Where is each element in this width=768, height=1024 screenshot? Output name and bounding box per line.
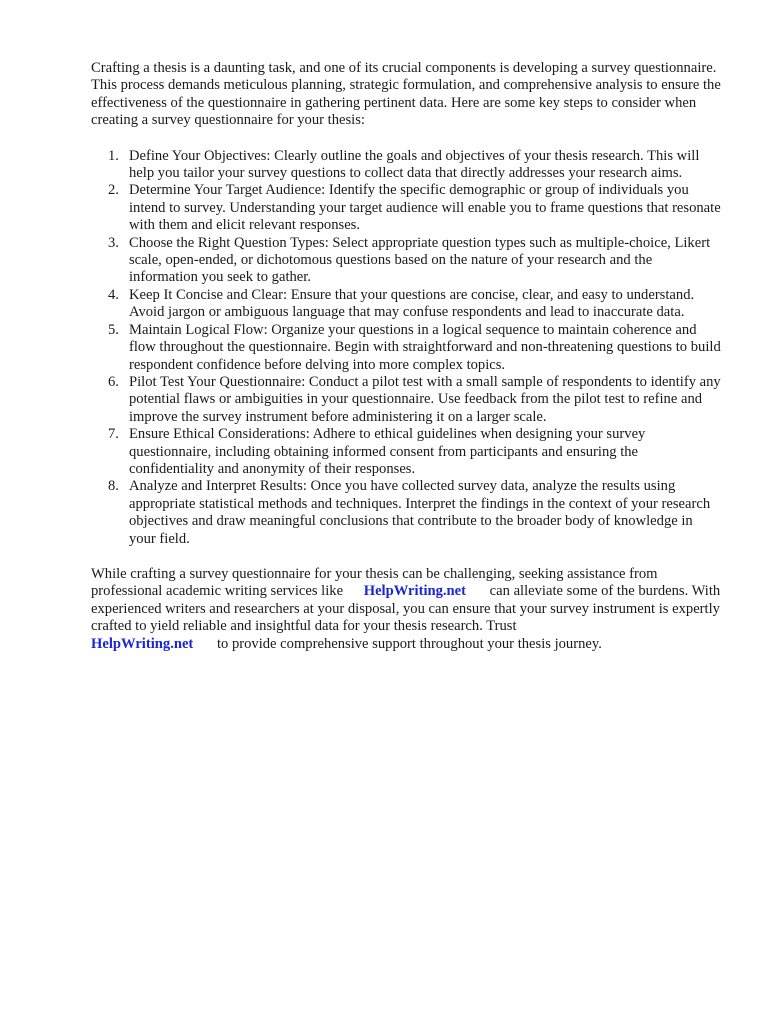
- steps-list: [91, 148, 721, 548]
- list-item-number: 3.: [108, 234, 119, 251]
- list-item-number: 8.: [108, 478, 119, 495]
- list-item: [91, 478, 721, 548]
- closing-text-1: While crafting a survey questionnaire for your thesis can be challenging, seeking assistance from professional academic writing services like: [91, 565, 658, 600]
- list-item-number: 5.: [108, 321, 119, 338]
- list-item: [91, 322, 721, 374]
- intro-paragraph: Crafting a thesis is a daunting task, and one of its crucial components is developing a survey questionnaire. This process demands meticulous planning, strategic formulation, and comprehensive analysis to ensure the effectiveness of the questionnaire in gathering pertinent data. Here are some key steps to consider when creating a survey questionnaire for your thesis:: [91, 60, 721, 129]
- list-item: [91, 287, 721, 322]
- list-item: [91, 426, 721, 478]
- list-item-number: 2.: [108, 182, 119, 199]
- document-page: [91, 60, 721, 653]
- list-item-text: Maintain Logical Flow: Organize your questions in a logical sequence to maintain coherence and flow throughout the questionnaire. Begin with straightforward and non-threatening questions to build respondent confidence before delving into more complex topics.: [129, 321, 721, 373]
- list-item-text: Keep It Concise and Clear: Ensure that your questions are concise, clear, and easy to understand. Avoid jargon or ambiguous language that may confuse respondents and lead to inaccurate data.: [129, 286, 695, 321]
- list-item: [91, 374, 721, 426]
- list-item-number: 4.: [108, 286, 119, 303]
- list-item-number: 6.: [108, 373, 119, 390]
- closing-text-2: can alleviate some of the burdens. With experienced writers and researchers at your disposal, you can ensure that your survey instrument is expertly crafted to yield reliable and insightful data for your thesis research. Trust: [91, 583, 721, 635]
- list-item-text: Ensure Ethical Considerations: Adhere to ethical guidelines when designing your survey questionnaire, including obtaining informed consent from participants and ensuring the confidentiality and anonymity of their responses.: [129, 426, 646, 477]
- list-item: [91, 235, 721, 287]
- list-item-text: Analyze and Interpret Results: Once you have collected survey data, analyze the results using appropriate statistical methods and techniques. Interpret the findings in the context of your research objectives and draw meaningful conclusions that contribute to the broader body of knowledge in your field.: [129, 478, 711, 547]
- list-item-number: 1.: [108, 147, 119, 164]
- list-item-text: Pilot Test Your Questionnaire: Conduct a pilot test with a small sample of respondents to identify any potential flaws or ambiguities in your questionnaire. Use feedback from the pilot test to refine and improve the survey instrument before administering it on a larger scale.: [129, 373, 721, 425]
- helpwriting-link-2[interactable]: HelpWriting.net: [91, 635, 194, 652]
- list-item-text: Define Your Objectives: Clearly outline the goals and objectives of your thesis research. This will help you tailor your survey questions to collect data that directly addresses your research aims.: [129, 147, 700, 182]
- list-item: [91, 182, 721, 234]
- list-item-text: Choose the Right Question Types: Select appropriate question types such as multiple-choice, Likert scale, open-ended, or dichotomous questions based on the nature of your research and the information you seek to gather.: [129, 234, 711, 286]
- closing-text-3: to provide comprehensive support throughout your thesis journey.: [216, 635, 602, 652]
- helpwriting-link-1[interactable]: HelpWriting.net: [363, 583, 467, 600]
- list-item-number: 7.: [108, 426, 119, 443]
- list-item: [91, 148, 721, 183]
- closing-paragraph: [91, 566, 721, 653]
- list-item-text: Determine Your Target Audience: Identify the specific demographic or group of individuals you intend to survey. Understanding your target audience will enable you to frame questions that resonate with them and elicit relevant responses.: [129, 182, 721, 234]
